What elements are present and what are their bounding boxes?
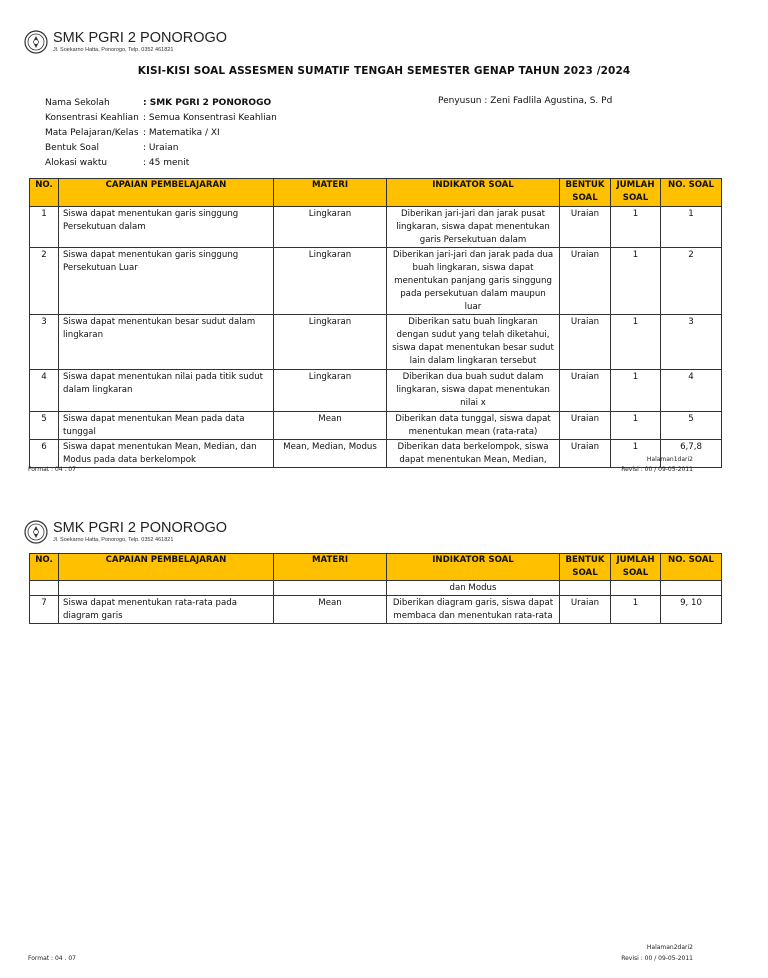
kisi-kisi-table-page1 bbox=[29, 178, 722, 468]
school-address: Jl. Soekarno Hatta, Ponorogo, Telp. 0352 461821 bbox=[53, 537, 174, 543]
header-no-soal: NO. SOAL bbox=[661, 554, 722, 581]
page1-page-number: Halaman1dari2 bbox=[646, 456, 693, 463]
page2-page-number: Halaman2dari2 bbox=[646, 944, 693, 951]
info-row: Konsentrasi Keahlian : Semua Konsentrasi Keahlian bbox=[45, 113, 277, 123]
info-row: Nama Sekolah : SMK PGRI 2 PONOROGO bbox=[45, 98, 272, 108]
school-name: SMK PGRI 2 PONOROGO bbox=[53, 520, 228, 536]
header-bentuk: BENTUK SOAL bbox=[560, 554, 611, 581]
author-label: Penyusun : bbox=[438, 96, 488, 106]
table-row: 1 Siswa dapat menentukan garis singgung Persekutuan dalam Lingkaran Diberikan jari-jari dan jarak pusat lingkaran, siswa dapat menentukan garis Persekutuan dalam Uraian 1 1 bbox=[30, 207, 722, 248]
info-block bbox=[45, 96, 277, 171]
school-address: Jl. Soekarno Hatta, Ponorogo, Telp. 0352 461821 bbox=[53, 47, 174, 53]
table-row: 3 Siswa dapat menentukan besar sudut dalam lingkaran Lingkaran Diberikan satu buah lingkaran dengan sudut yang telah diketahui, siswa dapat menentukan besar sudut lain dalam lingkaran tersebut Uraian 1 3 bbox=[30, 315, 722, 370]
table-row: dan Modus bbox=[30, 581, 722, 596]
header-indikator: INDIKATOR SOAL bbox=[387, 554, 560, 581]
header-materi: MATERI bbox=[274, 179, 387, 207]
school-name: SMK PGRI 2 PONOROGO bbox=[53, 30, 228, 46]
page1-format: Format : 04 . 07 bbox=[28, 466, 76, 473]
table-row: 6 Siswa dapat menentukan Mean, Median, dan Modus pada data berkelompok Mean, Median, Modus Diberikan data berkelompok, siswa dapat menentukan Mean, Median, Uraian 1 6,7,8 bbox=[30, 440, 722, 468]
table-header-row bbox=[30, 554, 722, 581]
kisi-kisi-table-page2 bbox=[29, 553, 722, 624]
school-logo-icon bbox=[24, 520, 48, 544]
header-capaian: CAPAIAN PEMBELAJARAN bbox=[59, 179, 274, 207]
page2-revisi: Revisi : 00 / 09-05-2011 bbox=[621, 955, 693, 962]
header-no: NO. bbox=[30, 554, 59, 581]
table-row: 4 Siswa dapat menentukan nilai pada titik sudut dalam lingkaran Lingkaran Diberikan dua buah sudut dalam lingkaran, siswa dapat menentukan nilai x Uraian 1 4 bbox=[30, 370, 722, 412]
info-row: Alokasi waktu : 45 menit bbox=[45, 158, 190, 168]
page1-revisi: Revisi : 00 / 09-05-2011 bbox=[621, 466, 693, 473]
page2-format: Format : 04 . 07 bbox=[28, 955, 76, 962]
table-row: 2 Siswa dapat menentukan garis singgung Persekutuan Luar Lingkaran Diberikan jari-jari dan jarak pada dua buah lingkaran, siswa dapat menentukan panjang garis singgung pada persekutuan dalam maupun luar Uraian 1 2 bbox=[30, 248, 722, 315]
author bbox=[438, 96, 612, 106]
table-row: 5 Siswa dapat menentukan Mean pada data tunggal Mean Diberikan data tunggal, siswa dapat menentukan mean (rata-rata) Uraian 1 5 bbox=[30, 412, 722, 440]
document-title: KISI-KISI SOAL ASSESMEN SUMATIF TENGAH SEMESTER GENAP TAHUN 2023 /2024 bbox=[137, 65, 631, 77]
header-materi: MATERI bbox=[274, 554, 387, 581]
header-jumlah: JUMLAH SOAL bbox=[611, 554, 661, 581]
header-no: NO. bbox=[30, 179, 59, 207]
header-capaian: CAPAIAN PEMBELAJARAN bbox=[59, 554, 274, 581]
table-header-row bbox=[30, 179, 722, 207]
author-name: Zeni Fadlila Agustina, S. Pd bbox=[490, 96, 613, 106]
header-jumlah: JUMLAH SOAL bbox=[611, 179, 661, 207]
page1-header bbox=[24, 30, 324, 60]
info-row: Mata Pelajaran/Kelas : Matematika / XI bbox=[45, 128, 220, 138]
header-indikator: INDIKATOR SOAL bbox=[387, 179, 560, 207]
info-row: Bentuk Soal : Uraian bbox=[45, 143, 179, 153]
header-bentuk: BENTUK SOAL bbox=[560, 179, 611, 207]
school-logo-icon bbox=[24, 30, 48, 54]
table-row: 7 Siswa dapat menentukan rata-rata pada diagram garis Mean Diberikan diagram garis, siswa dapat membaca dan menentukan rata-rata Uraian 1 9, 10 bbox=[30, 596, 722, 624]
header-no-soal: NO. SOAL bbox=[661, 179, 722, 207]
page2-header bbox=[24, 520, 324, 550]
